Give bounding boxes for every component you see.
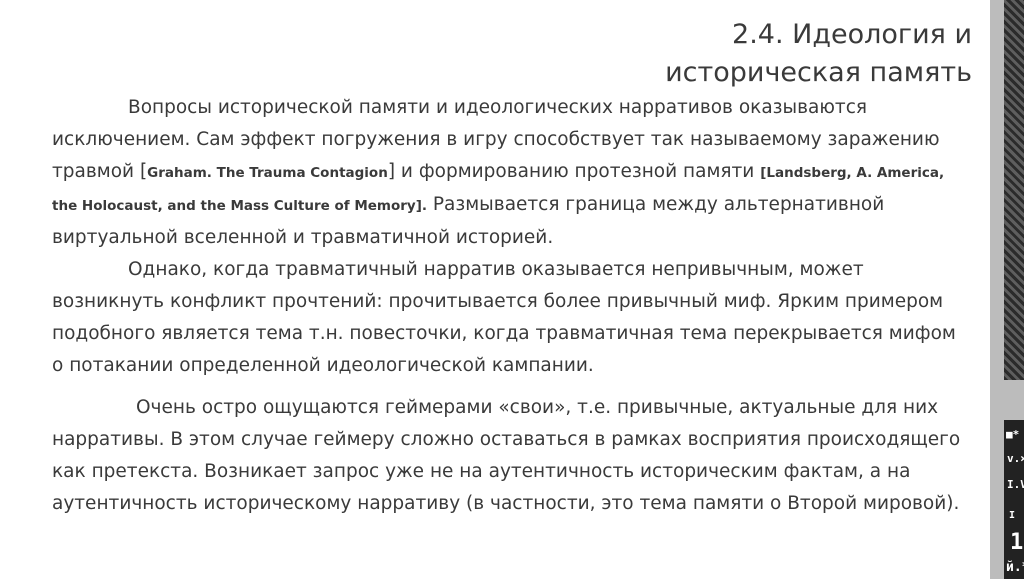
title-line-1: 2.4. Идеология и [732,19,972,50]
p1-text-2: ] и формированию протезной памяти [387,161,761,182]
citation-landsberg: [Landsberg, A. America, the Holocaust, and the Mass Culture of Memory]. [52,165,945,214]
p2-text: Однако, когда травматичный нарратив оказывается непривычным, может возникнуть конфликт прочтений: прочитывается более привычный миф. Ярким примером подобного является тема т.н. повесточки, когда травматичная тема перекрывается мифом о потакании определенной идеологической кампании. [52,259,956,376]
decor-glyph: I [1009,510,1016,521]
p1-text-3: Размывается граница между альтернативной виртуальной вселенной и травматичной историей. [52,194,885,248]
title-line-2: историческая память [665,57,972,88]
p1-text-1: Вопросы исторической памяти и идеологических нарративов оказываются исключением. Сам эффект погружения в игру способствует так называемому заражению травмой [ [52,97,940,182]
dark-block [1004,420,1024,579]
decor-glyph: v.× [1007,452,1027,465]
paragraph-2 [52,254,968,382]
decor-glyph: I.V [1007,478,1027,491]
citation-graham: Graham. The Trauma Contagion [147,165,388,181]
decorative-side-strip [990,0,1029,579]
p3-text: Очень остро ощущаются геймерами «свои», т.е. привычные, актуальные для них нарративы. В этом случае геймеру сложно оставаться в рамках восприятия происходящего как претекста. Возникает запрос уже не на аутентичность историческим фактам, а на аутентичность историческому нарративу (в частности, это тема памяти о Второй мировой). [52,397,961,514]
decor-glyph: 1 [1010,530,1024,555]
pattern-strip [1004,0,1024,380]
slide-title [412,16,972,92]
decor-glyph: ■* [1006,428,1020,441]
paragraph-1 [52,92,968,254]
decor-glyph: й.* [1006,560,1029,575]
paragraph-3 [52,392,968,520]
